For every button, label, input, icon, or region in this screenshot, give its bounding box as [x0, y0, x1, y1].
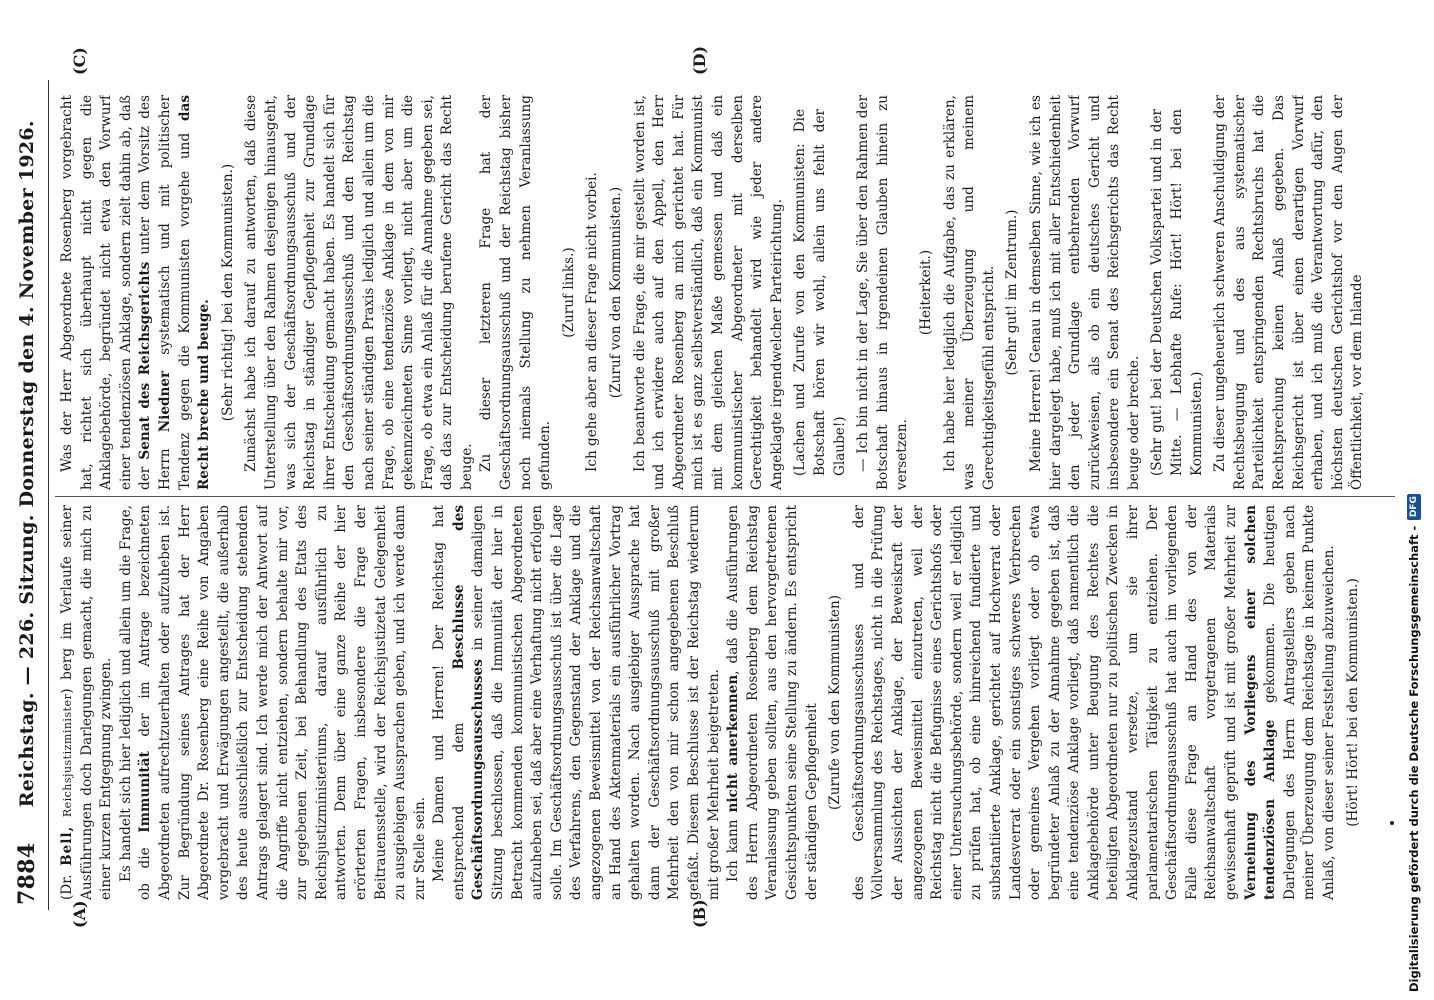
dfg-logo-icon: DFG: [1407, 494, 1421, 520]
text-run: unter dem Vorsitz des Herrn: [137, 95, 173, 490]
interjection: (Zuruf von den Kommunisten.): [608, 186, 625, 399]
margin-marker-a: (A): [70, 900, 89, 928]
text-run: Es handelt sich hier lediglich und allein um die Frage, ob die: [117, 505, 154, 900]
digitization-credit: [1400, 0, 1428, 1000]
text-run: , daß die Ausführungen des Herrn Abgeordneten Rosenberg dem Reichstag Veranlassung geben sollten, aus den hervorgetretenen Gesichtspunkten seine Stellung zu ändern. Es entspricht der ständigen Gepflogenheit: [725, 505, 820, 900]
text-run: gekommen. Die heutigen Darlegungen des Herrn Antragstellers geben nach meiner Überzeugung dem Reichstage in keinem Punkte Anlaß, von dieser seiner Feststellung abzuweichen.: [1262, 505, 1337, 900]
speaker-role: Reichsjustizminister: [61, 693, 74, 818]
paragraph: [58, 95, 215, 490]
paragraph: Zunächst habe ich darauf zu antworten, daß diese Unterstellung über den Rahmen desjenigen hinausgeht, was sich der Geschäftsordnungsausschuß und der Reichstag in ständiger Gepflogenheit zur Grundlage ihrer Entscheidung gemacht haben. Es handelt sich für den Geschäftsordnungsausschuß und den Reichstag nach seiner ständigen Praxis lediglich und allein um die Frage, ob eine tendenziöse Anklage in dem von mir gekennzeichneten Sinne vorliegt, nicht aber um die Frage, ob etwa ein Anlaß für die Annahme gegeben sei, daß das zur Entscheidung berufene Gericht das Recht beuge.: [243, 95, 475, 490]
interjection: (Lachen und Zurufe von den Kommunisten: Die Botschaft hören wir wohl, allein uns fehlt der Glaube!): [792, 109, 848, 476]
margin-marker-b: (B): [690, 899, 709, 928]
header-title: Reichstag. — 226. Sitzung. Donnerstag den 4. November 1926.: [16, 120, 38, 808]
text-run: in seiner damaligen Sitzung beschlossen, daß die Immunität der hier in Betracht kommenden kommunistischen Abgeordneten aufzuheben sei, daß aber eine Verhaftung nicht erfolgen solle. Im Geschäftsordnungsausschuß ist über die Lage des Verfahrens, den Gegenstand der Anklage und die angezogenen Beweismittel von der Reichsanwaltschaft an Hand des Aktenmaterials ein ausführlicher Vortrag gehalten worden. Nach ausgiebiger Aussprache hat dann der Geschäftsordnungsausschuß mit großer Mehrheit den von mir schon angegebenen Beschluß gefaßt. Diesem Beschlusse ist der Reichstag wiederum mit großer Mehrheit beigetreten.: [470, 505, 722, 900]
margin-marker-c: (C): [70, 47, 89, 75]
interjection: (Sehr gut! bei der Deutschen Volkspartei und in der Mitte. — Lebhafte Rufe: Hört! Hört! bei den Kommunisten.): [1149, 109, 1205, 476]
emphasis: Verneinung des Vorliegens einer solchen tendenziösen Anklage: [1242, 505, 1279, 900]
margin-marker-d: (D): [690, 45, 709, 75]
paragraph-text: berg im Verlaufe seiner Ausführungen doch Darlegungen gemacht, die mich zu einer kurzen Entgegnung zwingen.: [59, 505, 115, 900]
paragraph: Ich beantworte die Frage, die mir gestellt worden ist, und ich erwidere auch auf den Appell, den Herr Abgeordneter Rosenberg an mich gerichtet hat. Für mich ist es ganz selbstverständlich, daß ein Kommunist mit dem gleichen Maße gemessen und daß ein kommunistischer Abgeordneter mit derselben Gerechtigkeit behandelt wird wie jeder andere Angeklagte irgendwelcher Parteirichtung.: [631, 95, 785, 490]
text-run: Was der Herr Abgeordnete Rosenberg vorgebracht hat, richtet sich überhaupt nicht gegen die Anklagebehörde, begründet nicht etwa den Vorwurf einer tendenziösen Anklage, sondern zielt dahin ab, daß der: [59, 95, 154, 490]
interjection: (Hört! Hört! bei den Kommunisten.): [1344, 578, 1361, 827]
speaker-name: Bell,: [59, 825, 75, 866]
emphasis: Beschlusse des Geschäftsordnungsausschusses: [450, 505, 487, 900]
paragraph: — Ich bin nicht in der Lage, Sie über den Rahmen der Botschaft hinaus in irgendeinen Glauben hinein zu versetzen.: [855, 95, 911, 490]
paragraph: [724, 505, 822, 900]
paragraph: Zu dieser ungeheuerlich schweren Anschuldigung der Rechtsbeugung und des aus systematischer Parteilichkeit entspringenden Rechtsbruchs hat die Rechtsprechung keinen Anlaß gegeben. Das Reichsgericht ist über einen derartigen Vorwurf erhaben, und ich muß die Verantwortung dafür, den höchsten deutschen Gerichtshof vor den Augen der Öffentlichkeit, vor dem Inlande: [1212, 95, 1366, 490]
paragraph: Ich gehe aber an dieser Frage nicht vorbei.: [584, 172, 601, 472]
emphasis: Senat des Reichsgerichts: [137, 261, 154, 460]
paragraph: Ich habe hier lediglich die Aufgabe, das zu erklären, was meiner Überzeugung und meinem Gerechtigkeitsgefühl entspricht.: [941, 95, 997, 490]
emphasis: Niedner: [156, 370, 173, 433]
text-run: Ich kann: [725, 819, 742, 882]
emphasis: nicht anerkennen: [725, 674, 742, 813]
text-run: der im Antrage bezeichneten Abgeordneten aufrechtzuerhalten oder aufzuheben ist. Zur Begründung seines Antrages hat der Herr Abgeordnete Dr. Rosenberg eine Reihe von Angaben vorgebracht und Erwägungen angestellt, die außerhalb des heute ausschließlich zur Entscheidung stehenden Antrags gelagert sind. Ich werde mich der Antwort auf die Angriffe nicht entziehen, sondern behalte mir vor, zur gegebenen Zeit, bei Behandlung des Etats des Reichsjustizministeriums, darauf ausführlich zu antworten. Denn über eine ganze Reihe der hier erörterten Fragen, insbesondere die Frage der Beitrauensstelle, wird der Reichsjustizetat Gelegenheit zu ausgiebigen Aussprachen geben, und ich werde dann zur Stelle sein.: [137, 505, 428, 900]
header-rule: [48, 80, 49, 910]
page-number: 7884: [14, 842, 40, 905]
text-run: systematisch und mit politischer Tendenz gegen die Kommunisten vorgehe und: [156, 95, 193, 490]
paragraph: [117, 505, 431, 900]
page-header: [10, 85, 44, 905]
column-divider: [55, 496, 1395, 497]
emphasis: das Recht breche und beuge.: [176, 95, 213, 490]
interjection: (Sehr gut! im Zentrum.): [1004, 209, 1021, 376]
scan-speck: [1390, 821, 1394, 825]
interjection: (Zuruf links.): [560, 247, 577, 338]
paragraph: Zu dieser letzteren Frage hat der Geschäftsordnungsausschuß und der Reichstag bisher noch niemals Stellung zu nehmen Veranlassung gefunden.: [478, 95, 554, 490]
paragraph: Meine Herren! Genau in demselben Sinne, wie ich es hier dargelegt habe, muß ich mit aller Entschiedenheit den jeder Grundlage entbehrenden Vorwurf zurückweisen, als ob ein deutsches Gericht und insbesondere ein Senat des Reichsgerichts das Recht beuge oder breche.: [1027, 95, 1142, 490]
emphasis: Immunität: [137, 751, 154, 833]
interjection: (Sehr richtig! bei den Kommunisten.): [219, 163, 236, 422]
interjection: (Heiterkeit.): [917, 249, 934, 336]
credit-text: Digitalisierung gefördert durch die Deutsche Forschungsgemeinschaft -: [1407, 525, 1421, 992]
text-run: Meine Damen und Herren! Der Reichstag hat entsprechend dem: [431, 505, 467, 900]
paragraph: [850, 505, 1340, 900]
paragraph: [430, 505, 724, 900]
right-column: [58, 95, 1398, 490]
interjection: (Zurufe von den Kommunisten): [827, 594, 844, 811]
left-column: [58, 505, 1398, 900]
text-run: des Geschäftsordnungsausschusses und der Vollversammlung des Reichstages, nicht in die Prüfung der Aussichten der Anklage, der Beweiskraft der angezogenen Beweismittel einzutreten, weil der Reichstag nicht die Befugnisse eines Gerichtshofs oder einer Untersuchungsbehörde, sondern weil er lediglich zu prüfen hat, ob eine hinreichend fundierte und substantiierte Anklage, gerichtet auf Hochverrat oder Landesverrat oder ein sonstiges schweres Verbrechen oder gemeines Vergehen vorliegt oder ob etwa begründeter Anlaß zu der Annahme gegeben ist, daß eine tendenziöse Anklage vorliegt, daß namentlich die Anklagebehörde unter Beugung des Rechtes die beteiligten Abgeordneten nur zu politischen Zwecken in Anklagezustand versetze, um sie ihrer parlamentarischen Tätigkeit zu entziehen. Der Geschäftsordnungsausschuß hat auch im vorliegenden Falle diese Frage an Hand des von der Reichsanwaltschaft vorgetragenen Materials gewissenhaft geprüft und ist mit großer Mehrheit zur: [850, 505, 1240, 900]
paragraph: (Dr. Bell, Reichsjustizminister) berg im Verlaufe seiner Ausführungen doch Darlegungen gemacht, die mich zu einer kurzen Entgegnung zwingen.: [59, 505, 115, 900]
